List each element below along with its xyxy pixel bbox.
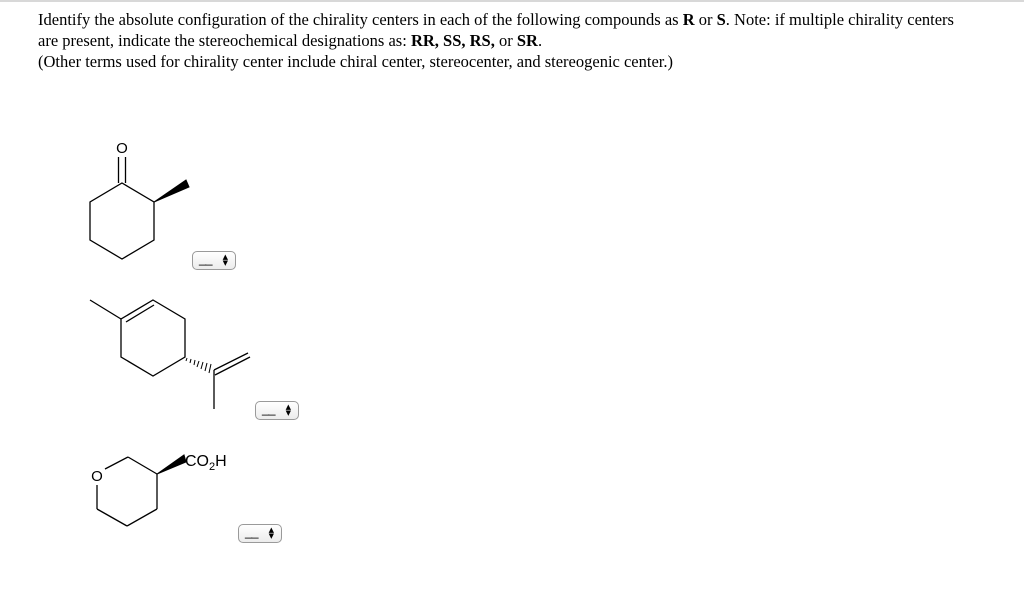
selected-value: __ xyxy=(262,401,275,416)
configuration-select-1[interactable] xyxy=(192,251,236,270)
methyl-bond xyxy=(90,300,121,319)
wedge-bond xyxy=(157,455,186,474)
compound-3-structure xyxy=(91,453,227,526)
configuration-select-2[interactable] xyxy=(255,401,299,420)
hashed-bond xyxy=(186,358,211,373)
cyclohexene-ring xyxy=(121,300,185,376)
carboxyl-group-label: $CO_2H$ xyxy=(185,453,227,473)
up-down-arrows-icon: ▲ ▼ xyxy=(285,403,291,417)
configuration-select-3[interactable] xyxy=(238,524,282,543)
oxygen-label: O xyxy=(116,140,128,157)
ring-oxygen-label: O xyxy=(91,468,103,485)
ring-bond-1 xyxy=(105,457,128,469)
ring-bond-2 xyxy=(128,457,157,474)
compound-1-structure xyxy=(90,140,189,259)
ring-bond-4 xyxy=(127,509,157,526)
up-down-arrows-icon: ▲ ▼ xyxy=(268,526,274,540)
selected-value: __ xyxy=(245,524,258,539)
question-paragraph: Identify the absolute configuration of the chirality centers in each of the following compounds as R or S. Note: if multiple chirality centers are present, indicate the stereochemical designations as: RR, SS, RS, or SR. (Other terms used for chirality center include chiral center, stereocenter, and stereogenic center.) xyxy=(38,10,954,71)
wedge-bond xyxy=(154,180,189,202)
compound-2-structure xyxy=(90,300,250,409)
selected-value: __ xyxy=(199,251,212,266)
alkene-bond-b xyxy=(215,357,250,375)
ring-bond-5 xyxy=(97,509,127,526)
up-down-arrows-icon: ▲ ▼ xyxy=(222,253,228,267)
cyclohexane-ring xyxy=(90,183,154,259)
